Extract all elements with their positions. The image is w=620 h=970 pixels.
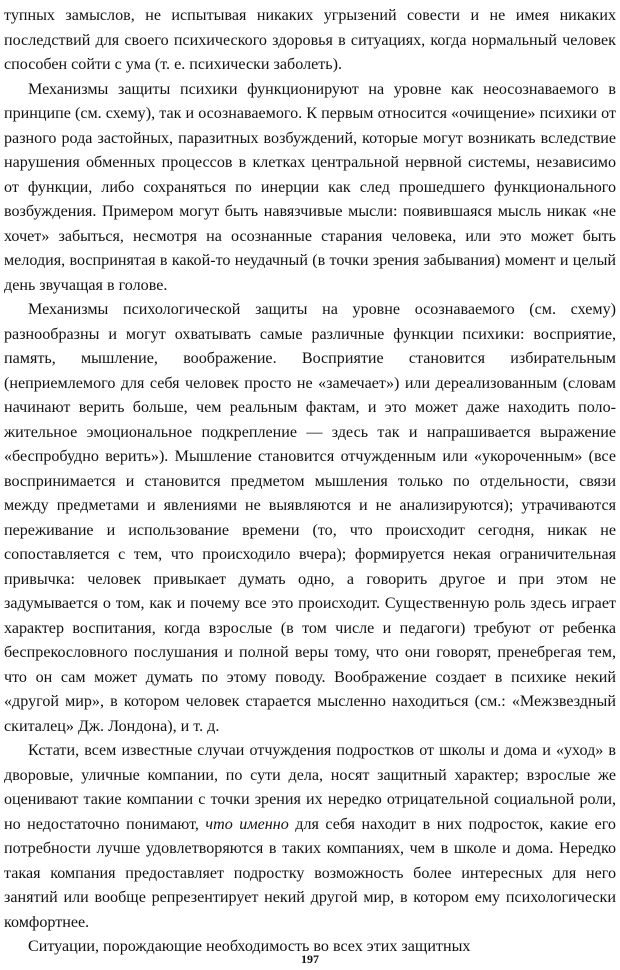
paragraph-situations: Ситуации, порождающие необходимость во всех этих защитных bbox=[28, 938, 471, 955]
page-body bbox=[4, 4, 616, 960]
paragraph-defense-mechanisms-unconscious: Механизмы защиты психики функционируют на уровне как неосознаваемого в принципе (см. схему), так и осознаваемого. К первым относится «очищение» психики от разного рода застойных, паразитных возбуждений, которые могут возникать вследствие нарушения обменных процессов в клетках центральной нервной системы, независимо от функции, либо сохраняться по инерции как след прошедшего функционального возбуждения. Примером могут быть навязчивые мысли: появившаяся мысль никак «не хочет» забыться, несмотря на осознанные старания человека, или это может быть мелодия, воспринятая в какой-то неудачный (в точки зрения забывания) момент и целый день звучащая в голове. bbox=[4, 80, 616, 294]
paragraph-text-before-emphasis: Кстати, всем известные случаи отчуждения подростков от школы и дома и «уход» в дворовые, уличные компании, по сути дела, носят защитный характер; взрослые же оценивают такие компании с точки зрения их нередко отрицательной социальной роли, но недостаточно понимают, bbox=[4, 742, 616, 833]
emphasis-text: что именно bbox=[205, 815, 289, 833]
paragraph-defense-mechanisms-conscious: Механизмы психологической защиты на уровне осознаваемого (см. схему) разнообразны и могут охватывать самые различные функции психики: восприятие, память, мышление, воображение. Восприятие становится избирательным (неприемлемого для себя человек просто не «замечает») или дереализованным (словам начинают верить больше, чем реальным фактам, и это может даже находить положительное эмоциональное подкрепление — здесь так и напрашивается выражение «беспробудно верить»). Мышление становится отчужденным или «укороченным» (все воспринимается и становится предметом мышления только по отдельности, связи между предметами и явлениями не выявляются и не анализируются); утрачиваются переживание и использование времени (то, что происходит сегодня, никак не сопоставляется с тем, что происходило вчера); формируется некая ограничительная привычка: человек привыкает думать одно, а говорить другое и при этом не задумывается о том, как и почему все это происходит. Существенную роль здесь играет характер воспитания, когда взрослые (в том числе и педагоги) требуют от ребенка беспрекословного послушания и полной веры тому, что они говорят, пренебрегая тем, что он сам может думать по этому поводу. Воображение создает в психике некий «другой мир», в котором человек старается мысленно находиться (см.: «Межзвездный скиталец» Дж. Лондона), и т. д. bbox=[4, 301, 616, 735]
paragraph-adolescents bbox=[4, 739, 616, 935]
page-number: 197 bbox=[301, 952, 319, 966]
paragraph-text-after-emphasis: для себя находит в них подросток, какие его потребности лучше удовлетворяются в таких компаниях, чем в школе и дома. Нередко такая компания предоставляет подростку возможность более интересных для него занятий или вообще репрезентирует некий другой мир, в котором ему психологически комфортнее. bbox=[4, 815, 616, 931]
paragraph-continuation: тупных замыслов, не испытывая никаких угрызений совести и не имея никаких последствий для своего психического здоровья в ситуациях, когда нормальный человек способен сойти с ума (т. е. психически заболеть). bbox=[4, 7, 616, 73]
